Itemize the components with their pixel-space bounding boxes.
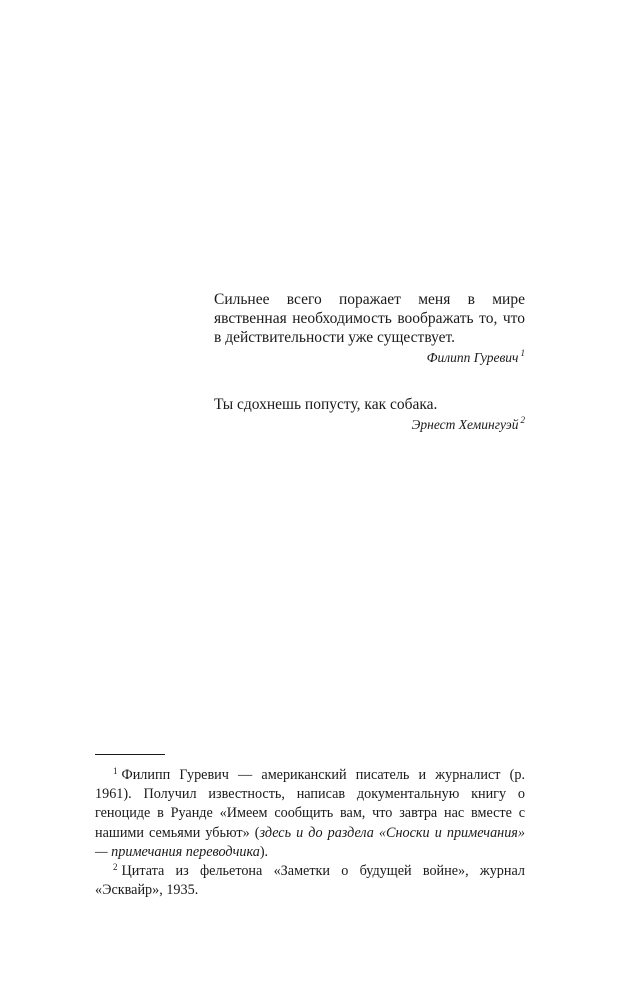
epigraph-2	[214, 395, 525, 433]
epigraph-1	[214, 290, 525, 366]
footnote-separator	[95, 754, 165, 755]
footnote-text-end: ).	[259, 843, 269, 860]
footnotes-block	[95, 766, 525, 900]
footnote-marker[interactable]: 1	[520, 348, 525, 358]
epigraph-author-name: Филипп Гуревич	[426, 350, 519, 365]
epigraph-author	[214, 416, 525, 433]
epigraph-quote: Ты сдохнешь попусту, как собака.	[214, 396, 438, 413]
footnote-1: 1 Филипп Гуревич — американский писатель и журналист (р. 1961). Получил известность, написав документальную книгу о геноциде в Руанде «Имеем сообщить вам, что завтра нас вместе с нашими семьями убьют» (здесь и до раздела «Сноски и примечания» — примечания переводчика).	[95, 766, 525, 860]
footnote-text: Филипп Гуревич — американский писатель и журналист (р. 1961). Получил известность, написав документальную книгу о геноциде в Руанде «Имеем сообщить вам, что завтра нас вместе с нашими семьями убьют» (	[95, 767, 525, 841]
epigraphs-block	[214, 290, 525, 433]
footnote-italic-text: здесь и до раздела «Сноски и примечания» — примечания переводчика	[95, 824, 525, 860]
epigraph-author-name: Эрнест Хемингуэй	[411, 417, 519, 432]
epigraph-author	[214, 349, 525, 366]
epigraph-quote: Сильнее всего поражает меня в мире явственная необходимость воображать то, что в действительности уже существует.	[214, 291, 525, 346]
footnote-marker[interactable]: 2	[520, 415, 525, 425]
footnote-2: 2 Цитата из фельетона «Заметки о будущей войне», журнал «Эсквайр», 1935.	[95, 862, 525, 899]
footnote-text: Цитата из фельетона «Заметки о будущей войне», журнал «Эсквайр», 1935.	[95, 863, 525, 899]
